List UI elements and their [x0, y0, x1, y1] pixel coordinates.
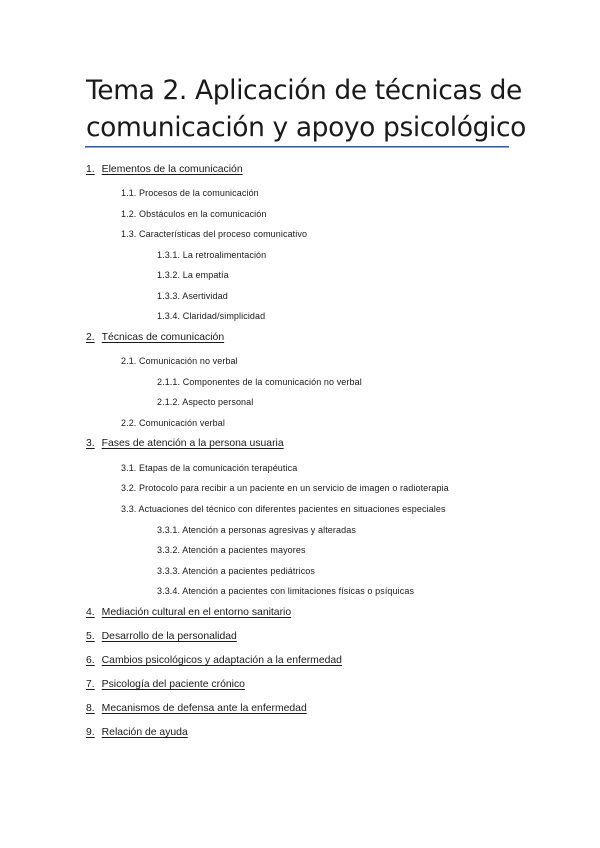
- toc-item-1-3[interactable]: 1.3. Características del proceso comunicativo: [121, 229, 308, 239]
- toc-item-1-3-3[interactable]: 1.3.3. Asertividad: [157, 291, 228, 301]
- toc-item-2-2[interactable]: 2.2. Comunicación verbal: [121, 418, 225, 428]
- toc-section-label: Relación de ayuda: [101, 727, 188, 738]
- toc-item-2-1-1[interactable]: 2.1.1. Componentes de la comunicación no verbal: [157, 377, 362, 387]
- toc-section-number: 7.: [86, 679, 95, 690]
- toc-item-3-3[interactable]: 3.3. Actuaciones del técnico con diferentes pacientes en situaciones especiales: [121, 504, 446, 514]
- toc-section-number: 3.: [86, 438, 95, 449]
- toc-section-6[interactable]: [86, 655, 342, 666]
- toc-section-label: Fases de atención a la persona usuaria: [101, 438, 284, 449]
- toc-item-3-3-1[interactable]: 3.3.1. Atención a personas agresivas y alteradas: [157, 525, 356, 535]
- toc-section-label: Técnicas de comunicación: [101, 332, 225, 343]
- toc-section-label: Elementos de la comunicación: [101, 164, 243, 175]
- toc-section-number: 1.: [86, 164, 95, 175]
- toc-item-1-3-2[interactable]: 1.3.2. La empatía: [157, 270, 229, 280]
- toc-section-number: 2.: [86, 332, 95, 343]
- toc-item-3-2[interactable]: 3.2. Protocolo para recibir a un paciente en un servicio de imagen o radioterapia: [121, 483, 449, 493]
- toc-section-number: 9.: [86, 727, 95, 738]
- title-line-2: comunicación y apoyo psicológico: [86, 112, 526, 143]
- toc-section-7[interactable]: [86, 679, 245, 690]
- toc-section-number: 5.: [86, 631, 95, 642]
- toc-section-label: Cambios psicológicos y adaptación a la enfermedad: [101, 655, 342, 666]
- toc-section-label: Mediación cultural en el entorno sanitario: [101, 607, 292, 618]
- toc-item-1-1[interactable]: 1.1. Procesos de la comunicación: [121, 188, 259, 198]
- title-divider: [85, 146, 509, 148]
- toc-section-number: 8.: [86, 703, 95, 714]
- toc-item-2-1-2[interactable]: 2.1.2. Aspecto personal: [157, 397, 254, 407]
- toc-section-1[interactable]: [86, 164, 243, 175]
- toc-item-3-1[interactable]: 3.1. Etapas de la comunicación terapéutica: [121, 463, 298, 473]
- toc-section-number: 6.: [86, 655, 95, 666]
- toc-item-3-3-3[interactable]: 3.3.3. Atención a pacientes pediátricos: [157, 566, 316, 576]
- toc-section-number: 4.: [86, 607, 95, 618]
- toc-section-2[interactable]: [86, 332, 224, 343]
- toc-item-3-3-4[interactable]: 3.3.4. Atención a pacientes con limitaciones físicas o psíquicas: [157, 586, 415, 596]
- toc-item-1-2[interactable]: 1.2. Obstáculos en la comunicación: [121, 209, 267, 219]
- toc-section-8[interactable]: [86, 703, 307, 714]
- toc-item-2-1[interactable]: 2.1. Comunicación no verbal: [121, 356, 238, 366]
- title-line-1: Tema 2. Aplicación de técnicas de: [86, 75, 522, 106]
- page-title: [86, 72, 526, 146]
- toc-section-4[interactable]: [86, 607, 291, 618]
- toc-section-9[interactable]: [86, 727, 188, 738]
- toc-section-5[interactable]: [86, 631, 237, 642]
- toc-item-1-3-4[interactable]: 1.3.4. Claridad/simplicidad: [157, 311, 266, 321]
- toc-section-label: Mecanismos de defensa ante la enfermedad: [101, 703, 307, 714]
- toc-section-label: Desarrollo de la personalidad: [101, 631, 237, 642]
- toc-section-3[interactable]: [86, 438, 284, 449]
- toc-item-3-3-2[interactable]: 3.3.2. Atención a pacientes mayores: [157, 545, 306, 555]
- toc-section-label: Psicología del paciente crónico: [101, 679, 245, 690]
- toc-item-1-3-1[interactable]: 1.3.1. La retroalimentación: [157, 250, 267, 260]
